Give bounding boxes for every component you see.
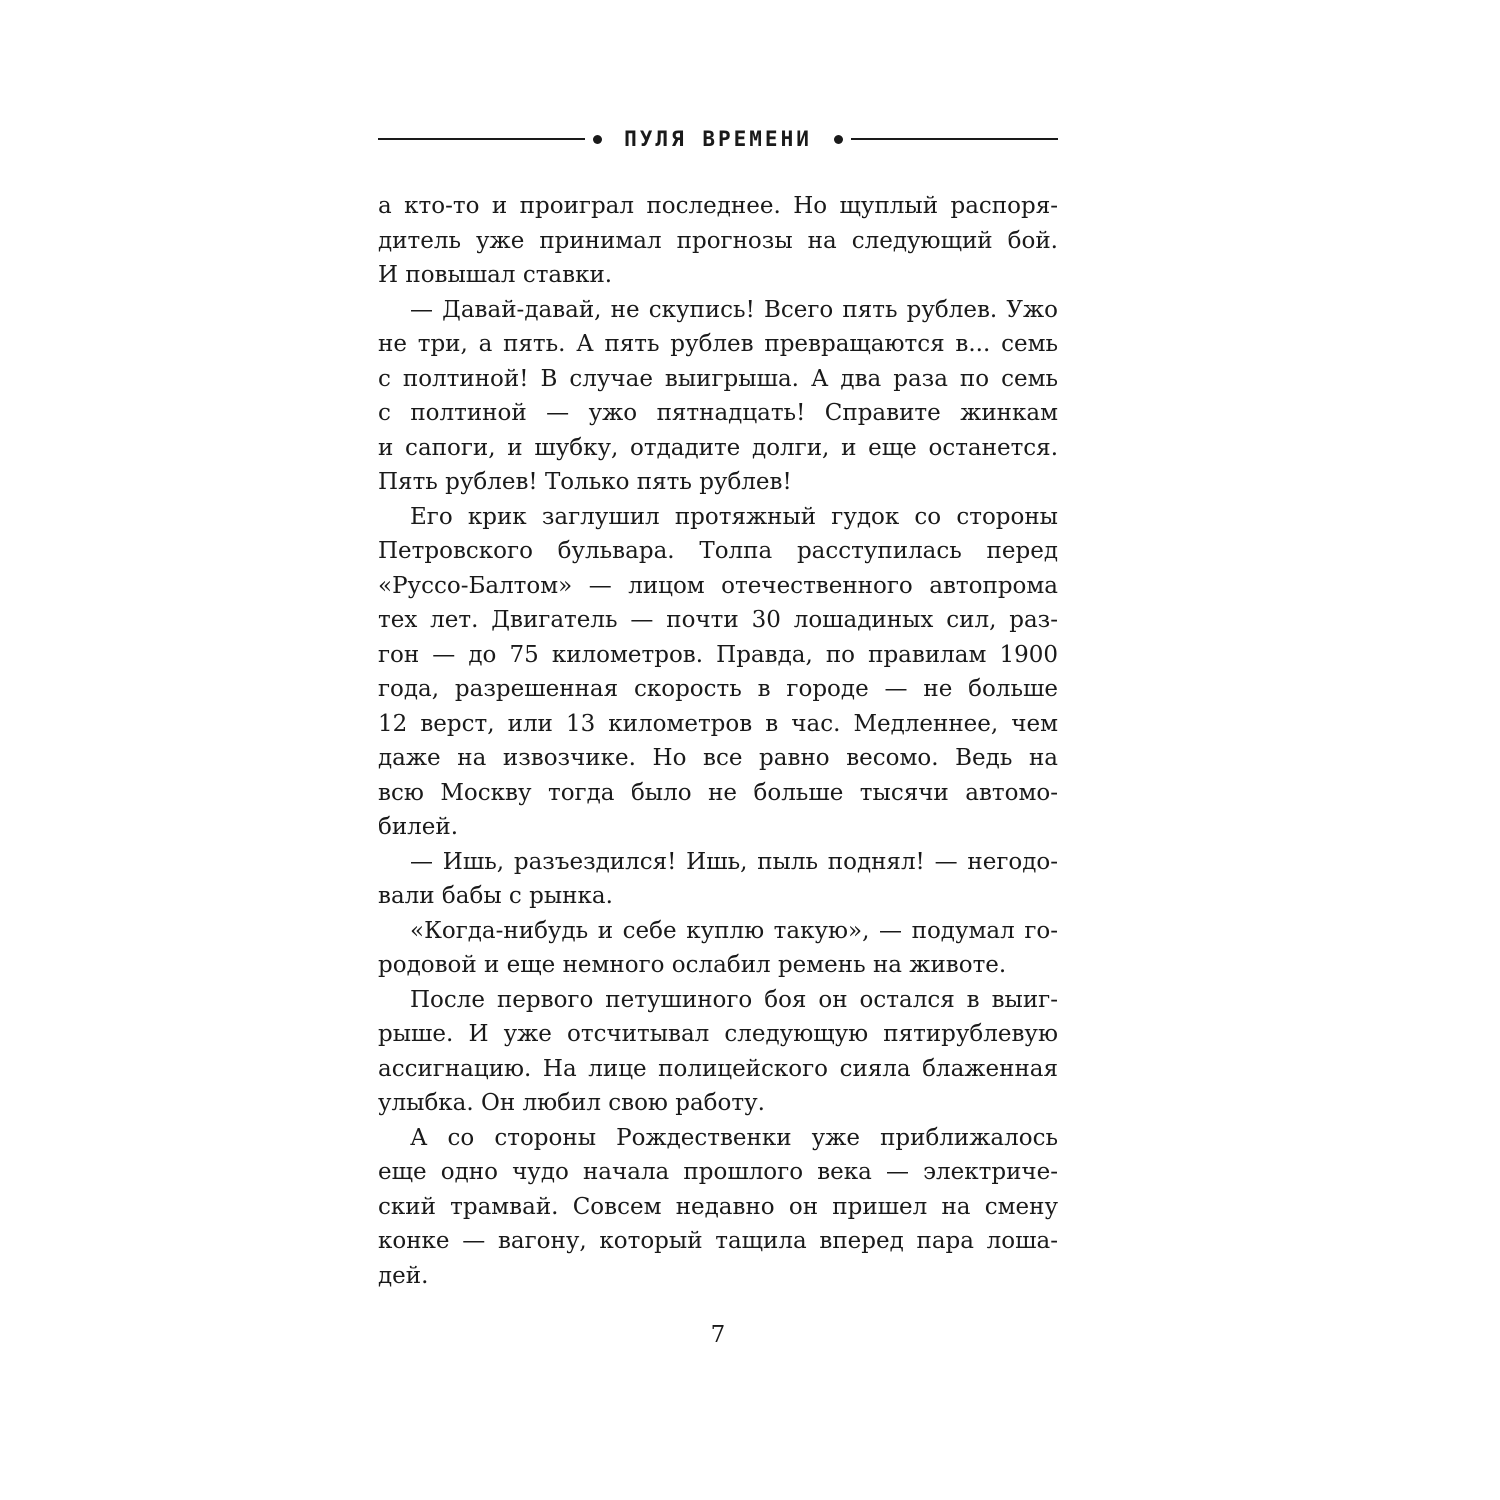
text-line: И повышал ставки. bbox=[378, 262, 613, 288]
text-line: билей. bbox=[378, 814, 459, 840]
text-line: «Руссо-Балтом» — лицом отечественного автопрома bbox=[378, 572, 1058, 599]
text-line: А со стороны Рождественки уже приближалось bbox=[410, 1124, 1058, 1151]
text-line: вали бабы с рынка. bbox=[378, 883, 613, 909]
text-line: — Давай-давай, не скупись! Всего пять рублев. Ужо bbox=[410, 296, 1058, 323]
paragraph-1 bbox=[378, 189, 1058, 293]
text-line: с полтиной — ужо пятнадцать! Справите жинкам bbox=[378, 400, 1058, 426]
text-line: с полтиной! В случае выигрыша. А два раза по семь bbox=[378, 365, 1058, 392]
text-line: Пять рублев! Только пять рублев! bbox=[378, 469, 792, 495]
running-title: ПУЛЯ ВРЕМЕНИ bbox=[624, 127, 812, 151]
paragraph-5 bbox=[378, 914, 1058, 983]
header-dot-right bbox=[834, 135, 843, 144]
text-line: ассигнацию. На лице полицейского сияла блаженная bbox=[378, 1055, 1058, 1082]
text-line: всю Москву тогда было не больше тысячи автомо- bbox=[378, 779, 1058, 806]
paragraph-3 bbox=[378, 500, 1058, 845]
text-line: улыбка. Он любил свою работу. bbox=[378, 1090, 765, 1116]
text-line: «Когда-нибудь и себе куплю такую», — подумал го- bbox=[410, 917, 1058, 944]
text-line: родовой и еще немного ослабил ремень на животе. bbox=[378, 952, 1007, 978]
text-line: — Ишь, разъездился! Ишь, пыль поднял! — негодо- bbox=[410, 848, 1058, 875]
text-line: 12 верст, или 13 километров в час. Медленнее, чем bbox=[378, 710, 1058, 737]
text-line: дей. bbox=[378, 1262, 429, 1289]
text-line: и сапоги, и шубку, отдадите долги, и еще останется. bbox=[378, 434, 1058, 461]
text-line: даже на извозчике. Но все равно весомо. Ведь на bbox=[378, 745, 1058, 771]
text-line: еще одно чудо начала прошлого века — электриче- bbox=[378, 1159, 1058, 1185]
text-line: а кто-то и проиграл последнее. Но щуплый распоря- bbox=[378, 193, 1058, 219]
body-text bbox=[378, 189, 1058, 1293]
text-line: Его крик заглушил протяжный гудок со стороны bbox=[410, 503, 1058, 530]
header-rule-left bbox=[378, 138, 585, 140]
header-rule-right bbox=[851, 138, 1058, 140]
text-line: тех лет. Двигатель — почти 30 лошадиных сил, раз- bbox=[378, 607, 1058, 633]
page-number: 7 bbox=[710, 1322, 726, 1348]
paragraph-6 bbox=[378, 983, 1058, 1121]
running-header bbox=[378, 124, 1058, 154]
paragraph-7 bbox=[378, 1121, 1058, 1294]
header-dot-left bbox=[593, 135, 602, 144]
paragraph-2 bbox=[378, 293, 1058, 500]
text-line: После первого петушиного боя он остался в выиг- bbox=[410, 986, 1058, 1013]
text-line: Петровского бульвара. Толпа расступилась перед bbox=[378, 538, 1058, 564]
paragraph-4 bbox=[378, 845, 1058, 914]
text-line: гон — до 75 километров. Правда, по правилам 1900 bbox=[378, 641, 1058, 668]
text-line: не три, а пять. А пять рублев превращаются в... семь bbox=[378, 331, 1058, 357]
text-line: года, разрешенная скорость в городе — не больше bbox=[378, 676, 1058, 702]
text-line: дитель уже принимал прогнозы на следующий бой. bbox=[378, 227, 1058, 254]
text-line: рыше. И уже отсчитывал следующую пятирублевую bbox=[378, 1021, 1058, 1047]
text-line: ский трамвай. Совсем недавно он пришел на смену bbox=[378, 1193, 1058, 1220]
text-line: конке — вагону, который тащила вперед пара лоша- bbox=[378, 1228, 1058, 1254]
